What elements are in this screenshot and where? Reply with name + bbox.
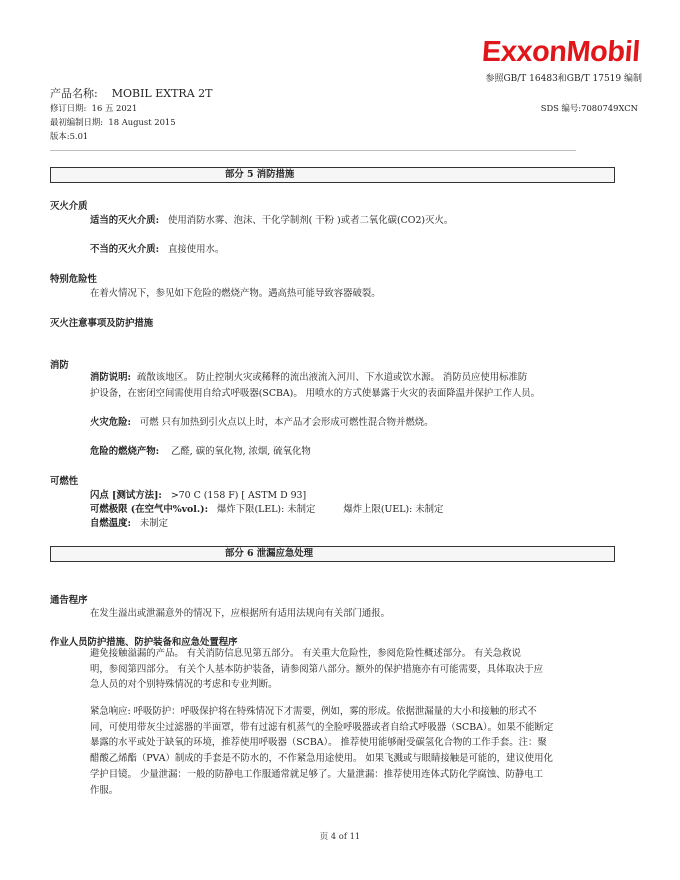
section-6-title: 部分 6 泄漏应急处理 [225, 548, 314, 559]
personal-line-3: 急人员的对个别特殊情况的考虑和专业判断。 [90, 679, 278, 691]
firefighting-instructions-line2: 护设备，在密闭空间需使用自给式呼吸器(SCBA)。 用喷水的方式使暴露于火灾的表面降温并保护工作人员。 [90, 387, 541, 399]
flammability-heading: 可燃性 [50, 476, 79, 487]
section-5-header [50, 167, 615, 183]
flash-point-row [90, 487, 306, 501]
standard-reference: 参照GB/T 16483和GB/T 17519 编制 [485, 74, 642, 84]
firefighting-instructions-label: 消防说明: [90, 372, 131, 383]
version-row [50, 130, 88, 142]
firefighting-instructions [90, 370, 640, 401]
revision-date: 16 五 2021 [91, 103, 138, 113]
unsuitable-media-row [90, 241, 224, 255]
personal-precautions-text [90, 646, 640, 693]
last-edit-label: 最初编制日期: [50, 117, 104, 127]
suitable-media-label: 适当的灭火介质: [90, 215, 160, 226]
revision-date-row [50, 102, 137, 114]
emergency-line-6: 作服。 [90, 784, 119, 796]
header-divider [50, 150, 576, 151]
autoignition-row [90, 515, 168, 529]
uel-text: 爆炸上限(UEL): 未制定 [343, 504, 444, 515]
combustion-products-label: 危险的燃烧产物: [90, 446, 160, 457]
notification-heading: 通告程序 [50, 595, 88, 606]
emergency-line-4: 醋酸乙烯酯（PVA）制成的手套是不防水的，不作紧急用途使用。 如果飞溅或与眼睛接触是可能的，建议使用化 [90, 753, 553, 765]
firefighting-instructions-line1: 疏散该地区。 防止控制火灾或稀释的流出液流入河川、下水道或饮水源。 消防员应使用标准防 [136, 372, 528, 383]
suitable-media-row [90, 212, 453, 226]
special-hazard-heading: 特别危险性 [50, 274, 97, 285]
combustion-products-text: 乙醛, 碳的氧化物, 浓烟, 硫氧化物 [171, 446, 311, 457]
sds-label: SDS 编号: [540, 103, 582, 113]
product-name-row [50, 85, 213, 101]
fire-hazard-label: 火灾危险: [90, 417, 131, 428]
flash-point-text: >70 C (158 F) [ ASTM D 93] [170, 490, 307, 501]
lel-text: 爆炸下限(LEL): 未制定 [216, 504, 316, 515]
last-edit-date: 18 August 2015 [108, 117, 176, 127]
exxonmobil-logo: ExxonMobil [480, 36, 641, 68]
product-name-label: 产品名称: [50, 87, 98, 100]
flash-point-label: 闪点 [测试方法]: [90, 490, 162, 501]
notification-text: 在发生溢出或泄漏意外的情况下，应根据所有适用法规向有关部门通报。 [90, 608, 391, 619]
section-5-title: 部分 5 消防措施 [225, 169, 295, 180]
version-label: 版本: [50, 131, 70, 141]
emergency-line-2: 同，可使用带灰尘过滤器的半面罩，带有过滤有机蒸气的全脸呼吸器或者自给式呼吸器（SCBA）。如果不能断定 [90, 721, 554, 733]
page-number: 页 4 of 11 [319, 831, 361, 841]
last-edit-row [50, 116, 176, 128]
emergency-line-1: 紧急响应: 呼吸防护：呼吸保护将在特殊情况下才需要，例如，雾的形成。依据泄漏量的大小和接触的形式不 [90, 706, 537, 717]
fire-hazard-text: 可燃 只有加热到引火点以上时，本产品才会形成可燃性混合物并燃烧。 [139, 417, 434, 428]
extinguishing-media-heading: 灭火介质 [50, 201, 88, 212]
firefighting-heading: 消防 [50, 360, 69, 371]
combustion-products-row [90, 443, 311, 457]
suitable-media-text: 使用消防水雾、泡沫、干化学制剂( 干粉 )或者二氧化碳(CO2)灭火。 [168, 215, 454, 226]
firefighting-precautions-heading: 灭火注意事项及防护措施 [50, 318, 154, 329]
personal-precautions-heading: 作业人员防护措施、防护装备和应急处置程序 [50, 637, 238, 648]
emergency-line-5: 学护目镜。 少量泄漏：一般的防静电工作服通常就足够了。大量泄漏：推荐使用连体式防化学腐蚀、防静电工 [90, 768, 543, 780]
section-6-header [50, 546, 615, 562]
special-hazard-text: 在着火情况下，参见如下危险的燃烧产物。遇高热可能导致容器破裂。 [90, 288, 381, 299]
revision-date-label: 修订日期: [50, 103, 87, 113]
sds-number-row [541, 102, 638, 114]
emergency-response-text [90, 704, 640, 798]
sds-number: 7080749XCN [581, 103, 638, 113]
unsuitable-media-text: 直接使用水。 [168, 244, 225, 255]
flammable-limits-label: 可燃极限 (在空气中%vol.): [90, 504, 209, 515]
emergency-line-3: 暴露的水平或处于缺氧的环境，推荐使用呼吸器（SCBA）。 推荐使用能够耐受碳氢化合物的工作手套。注：聚 [90, 737, 547, 749]
unsuitable-media-label: 不当的灭火介质: [90, 244, 160, 255]
flammable-limits-row [90, 501, 443, 515]
autoignition-label: 自燃温度: [90, 518, 131, 529]
autoignition-text: 未制定 [139, 518, 169, 529]
personal-line-1: 避免接触溢漏的产品。 有关消防信息见第五部分。 有关重大危险性，参阅危险性概述部分。 有关急救说 [90, 648, 521, 659]
version: 5.01 [69, 131, 89, 141]
personal-line-2: 明，参阅第四部分。 有关个人基本防护装备，请参阅第八部分。额外的保护措施亦有可能需要，具体取决于应 [90, 663, 543, 675]
product-name: MOBIL EXTRA 2T [111, 87, 213, 100]
fire-hazard-row [90, 414, 434, 428]
